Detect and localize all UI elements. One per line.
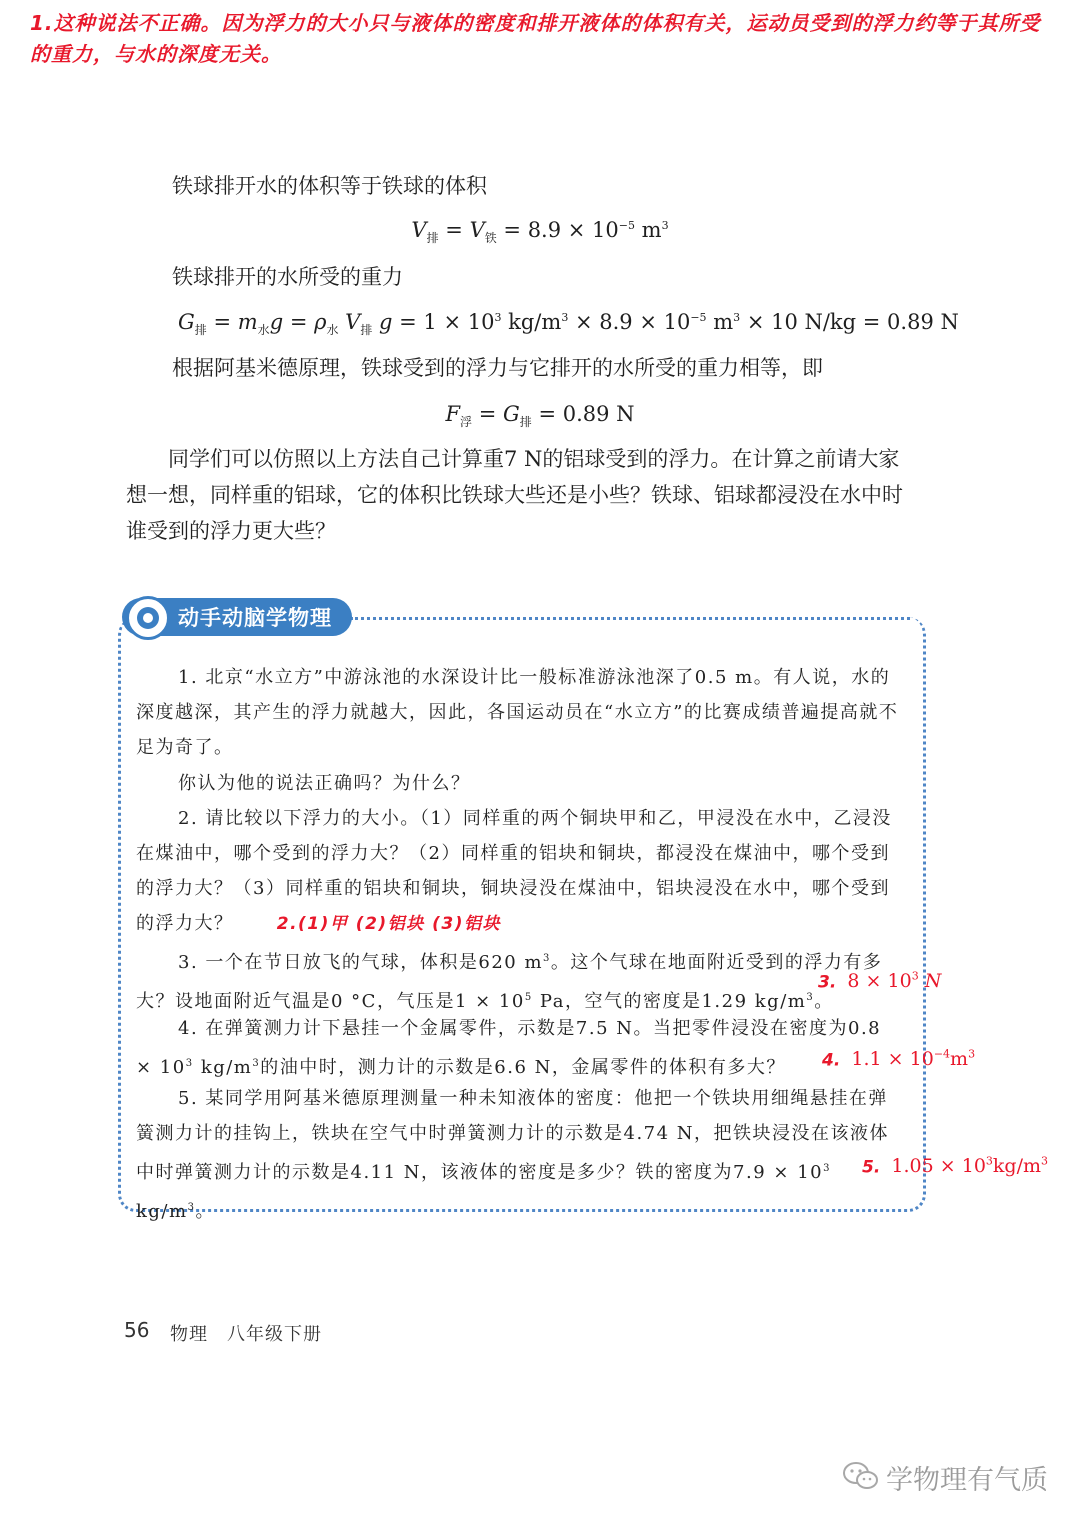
- question-2-text: 2. 请比较以下浮力的大小。（1）同样重的两个铜块甲和乙，甲浸没在水中，乙浸没在煤油中，哪个受到的浮力大？（2）同样重的铝块和铜块，都浸没在煤油中，哪个受到的浮力大？（3）同样重的铝块和铜块，铜块浸没在煤油中，铝块浸没在水中，哪个受到的浮力大？: [136, 808, 892, 934]
- question-3: [136, 941, 902, 1019]
- question-3-text: 3. 一个在节日放飞的气球，体积是620 $m^3$。这个气球在地面附近受到的浮力有多大？设地面附近气温是0 °C，气压是$1 \times 10^5$ Pa，空气的密度是1.29 $kg/m^3$。: [136, 952, 883, 1012]
- equation-volume-text: $V_排 = V_铁 = 8.9 \times 10^{-5}$ $m^3$: [411, 218, 669, 246]
- answer-3-label: 3.: [818, 972, 837, 993]
- equation-weight-text: $G_排 = m_水g = \rho_水$ $V_排$ $g = 1 \times 10^3$ $kg/m^3 \times 8.9 \times 10^{-5}$ $m^3 \times 10$ N/kg = 0.89 N: [178, 310, 959, 338]
- paragraph-archimedes: 根据阿基米德原理，铁球受到的浮力与它排开的水所受的重力相等，即: [172, 356, 823, 380]
- answer-4-label: 4.: [822, 1050, 841, 1071]
- answer-5-value: $1.05 \times 10^3kg/m^3$: [885, 1155, 1049, 1178]
- equation-weight: [178, 310, 998, 338]
- annotation-answer-1: 1.这种说法不正确。因为浮力的大小只与液体的密度和排开液体的体积有关，运动员受到的浮力约等于其所受的重力，与水的深度无关。: [30, 11, 1041, 66]
- answer-3: [818, 970, 941, 992]
- answer-5-label: 5.: [862, 1157, 881, 1178]
- equation-buoyancy-text: $F_浮 = G_排 = 0.89$ N: [445, 402, 635, 430]
- question-4-text: 4. 在弹簧测力计下悬挂一个金属零件，示数是7.5 N。当把零件浸没在密度为$0.8 \times 10^3$ $kg/m^3$的油中时，测力计的示数是6.6 N，金属零件的体积有多大？: [136, 1018, 882, 1078]
- paragraph-iron-volume: 铁球排开水的体积等于铁球的体积: [172, 174, 487, 198]
- question-2: [136, 801, 902, 942]
- answer-4-value: $1.1 \times 10^{-4}m^3$: [845, 1048, 976, 1071]
- question-5: [136, 1081, 902, 1229]
- answer-3-value: $8 \times 10^3$ N: [841, 970, 942, 993]
- page-number: 56: [124, 1318, 150, 1342]
- wechat-icon: [842, 1461, 880, 1491]
- watermark-text: 学物理有气质: [886, 1465, 1048, 1496]
- answer-5: [862, 1155, 1048, 1177]
- section-title: 动手动脑学物理: [178, 606, 332, 630]
- target-icon-dot: [143, 613, 153, 623]
- equation-buoyancy: [0, 402, 1080, 430]
- question-5-text: 5. 某同学用阿基米德原理测量一种未知液体的密度：他把一个铁块用细绳悬挂在弹簧测力计的挂钩上，铁块在空气中时弹簧测力计的示数是4.74 N，把铁块浸没在该液体中时弹簧测力计的示数是4.11 N，该液体的密度是多少？铁的密度为$7.9 \times 10^3$ $kg/m^3$。: [136, 1088, 890, 1222]
- equation-volume: [0, 218, 1080, 246]
- question-1-prompt: 你认为他的说法正确吗？为什么？: [178, 773, 471, 794]
- question-4: [136, 1011, 902, 1085]
- answer-4: [822, 1048, 975, 1070]
- paragraph-aluminum-question: 同学们可以仿照以上方法自己计算重7 N的铝球受到的浮力。在计算之前请大家想一想，同样重的铝球，它的体积比铁球大些还是小些？铁球、铝球都浸没在水中时谁受到的浮力更大些？: [126, 447, 903, 543]
- exercise-box-topline: [350, 617, 910, 620]
- answer-2: 2.(1)甲 (2)铝块 (3)铝块: [276, 914, 501, 934]
- question-1: 1. 北京“水立方”中游泳池的水深设计比一般标准游泳池深了0.5 m。有人说，水的深度越深，其产生的浮力就越大，因此，各国运动员在“水立方”的比赛成绩普遍提高就不足为奇了。: [136, 667, 899, 758]
- paragraph-displaced-weight: 铁球排开的水所受的重力: [172, 265, 403, 289]
- book-title: 物理 八年级下册: [170, 1324, 322, 1345]
